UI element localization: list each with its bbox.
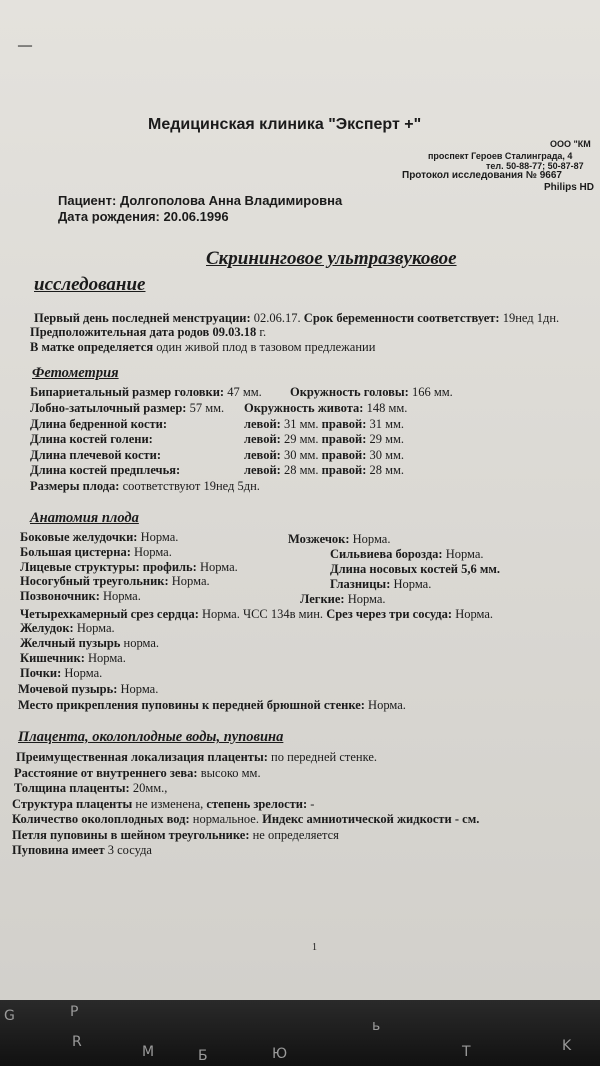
clinic-address: проспект Героев Сталинграда, 4 [428, 151, 573, 161]
term-label: Срок беременности соответствует: [303, 311, 500, 325]
spine-value: Норма. [102, 589, 141, 603]
lungs-row [300, 592, 386, 607]
uterus-value: один живой плод в тазовом предлежании [156, 340, 376, 354]
nasal-value: 5,6 мм. [461, 562, 500, 576]
right-label: правой: [321, 448, 367, 462]
cord-loop-label: Петля пуповины в шейном треугольнике: [12, 828, 250, 842]
lmp-value: 02.06.17. [253, 311, 301, 325]
uterus-label: В матке определяется [30, 340, 154, 354]
bladder-value: Норма. [120, 682, 159, 696]
cisterna-label: Большая цистерна: [20, 545, 131, 559]
gallbladder-value: норма. [123, 636, 160, 650]
edd-value: 09.03.18 [212, 325, 257, 339]
uterus-row [30, 340, 375, 355]
patient-name-row [58, 193, 342, 208]
placenta-grade-value: - [310, 797, 315, 811]
afi-value: см. [462, 812, 480, 826]
edd-suffix: г. [259, 325, 267, 339]
edd-row [30, 325, 266, 340]
bladder-row [18, 682, 158, 697]
keyboard-background [0, 1000, 600, 1066]
right-label: правой: [321, 463, 367, 477]
heart-value: Норма. ЧСС 134в мин. [201, 607, 324, 621]
forearm-left: 28 мм. [283, 463, 319, 477]
cord-vessels-label: Пуповина имеет [12, 843, 105, 857]
fetometry-heading: Фетометрия [32, 365, 119, 381]
device-name: Philips HD [544, 182, 595, 193]
kidneys-label: Почки: [20, 666, 62, 680]
ac-label: Окружность живота: [244, 401, 364, 415]
bpd-value: 47 мм. [227, 385, 262, 399]
placenta-structure-row [12, 797, 314, 812]
face-row [20, 560, 238, 575]
sylvian-label: Сильвиева борозда: [330, 547, 443, 561]
page-number: 1 [312, 942, 317, 953]
sylvian-row [330, 547, 484, 562]
cord-insertion-value: Норма. [368, 698, 406, 712]
internal-os-row [14, 766, 261, 781]
ventricles-label: Боковые желудочки: [20, 530, 138, 544]
keyboard-key: ь [372, 1018, 381, 1034]
humerus-values [244, 448, 404, 463]
nasal-row [330, 562, 500, 577]
heart-label: Четырехкамерный срез сердца: [20, 607, 199, 621]
report-title-line1: Скрининговое ультразвуковое [206, 248, 457, 269]
amniotic-fluid-row [12, 812, 479, 827]
hc-row [290, 385, 453, 400]
top-dash: — [18, 38, 32, 53]
cord-loop-value: не определяется [252, 828, 339, 842]
keyboard-key: M [142, 1044, 155, 1060]
nasolabial-row [20, 574, 210, 589]
keyboard-key: P [70, 1004, 79, 1020]
afi-label: Индекс амниотической жидкости - [262, 812, 460, 826]
keyboard-key: G [4, 1008, 15, 1024]
keyboard-key: Ю [272, 1046, 288, 1062]
profile-label: профиль: [142, 560, 197, 574]
gallbladder-label: Желчный пузырь [20, 636, 121, 650]
term-value: 19нед 1дн. [502, 311, 560, 325]
ofd-row [30, 401, 224, 416]
placenta-structure-value: не изменена, [135, 797, 204, 811]
amniotic-fluid-value: нормальное. [192, 812, 259, 826]
keyboard-key: R [72, 1034, 82, 1050]
ac-row [244, 401, 407, 416]
placenta-thickness-label: Толщина плаценты: [14, 781, 130, 795]
placenta-loc-label: Преимущественная локализация плаценты: [16, 750, 268, 764]
ofd-value: 57 мм. [189, 401, 225, 415]
placenta-loc-row [16, 750, 377, 765]
femur-label: Длина бедренной кости: [30, 417, 168, 431]
hc-label: Окружность головы: [290, 385, 409, 399]
fetal-size-value: соответствуют 19нед 5дн. [122, 479, 260, 493]
bowel-row [20, 651, 126, 666]
femur-left: 31 мм. [283, 417, 319, 431]
placenta-thickness-row [14, 781, 167, 796]
heart-row [20, 607, 493, 622]
lmp-row [34, 311, 559, 326]
tibia-label: Длина костей голени: [30, 432, 153, 446]
ventricles-row [20, 530, 178, 545]
left-label: левой: [244, 432, 281, 446]
protocol-number: Протокол исследования № 9667 [402, 170, 562, 181]
three-vessel-value: Норма. [455, 607, 494, 621]
kidneys-row [20, 666, 102, 681]
sylvian-value: Норма. [445, 547, 484, 561]
nasolabial-value: Норма. [171, 574, 210, 588]
humerus-label: Длина плечевой кости: [30, 448, 162, 462]
three-vessel-label: Срез через три сосуда: [326, 607, 453, 621]
orbits-label: Глазницы: [330, 577, 391, 591]
internal-os-value: высоко мм. [200, 766, 261, 780]
cord-loop-row [12, 828, 339, 843]
nasolabial-label: Носогубный треугольник: [20, 574, 169, 588]
placenta-thickness-value: 20мм., [132, 781, 168, 795]
keyboard-key: K [562, 1038, 572, 1054]
stomach-label: Желудок: [20, 621, 74, 635]
ac-value: 148 мм. [366, 401, 408, 415]
keyboard-key: Б [198, 1048, 208, 1064]
fetal-size-row [30, 479, 260, 494]
placenta-grade-label: степень зрелости: [206, 797, 308, 811]
ofd-label: Лобно-затылочный размер: [30, 401, 187, 415]
right-label: правой: [321, 417, 367, 431]
tibia-values [244, 432, 404, 447]
cerebellum-row [288, 532, 390, 547]
patient-name: Долгополова Анна Владимировна [119, 193, 343, 208]
placenta-structure-label: Структура плаценты [12, 797, 133, 811]
cord-vessels-row [12, 843, 152, 858]
bladder-label: Мочевой пузырь: [18, 682, 118, 696]
patient-name-label: Пациент: [58, 193, 117, 208]
humerus-left: 30 мм. [283, 448, 319, 462]
clinic-title: Медицинская клиника "Эксперт +" [148, 116, 422, 133]
clinic-phone: тел. 50-88-77; 50-87-87 [486, 161, 584, 171]
internal-os-label: Расстояние от внутреннего зева: [14, 766, 198, 780]
patient-dob-row [58, 209, 229, 224]
forearm-right: 28 мм. [369, 463, 405, 477]
patient-dob: 20.06.1996 [163, 209, 229, 224]
cord-insertion-row [18, 698, 406, 713]
report-title-line2: исследование [34, 274, 146, 295]
spine-row [20, 589, 141, 604]
stomach-value: Норма. [76, 621, 115, 635]
cisterna-row [20, 545, 172, 560]
humerus-right: 30 мм. [369, 448, 405, 462]
hc-value: 166 мм. [411, 385, 453, 399]
cisterna-value: Норма. [134, 545, 172, 559]
lungs-value: Норма. [347, 592, 386, 606]
stomach-row [20, 621, 115, 636]
bpd-row [30, 385, 262, 400]
forearm-label: Длина костей предплечья: [30, 463, 181, 477]
tibia-right: 29 мм. [369, 432, 405, 446]
orbits-value: Норма. [393, 577, 432, 591]
anatomy-heading: Анатомия плода [30, 510, 139, 526]
forearm-values [244, 463, 404, 478]
gallbladder-row [20, 636, 159, 651]
bowel-value: Норма. [88, 651, 126, 665]
edd-label: Предположительная дата родов [30, 325, 210, 339]
lmp-label: Первый день последней менструации: [34, 311, 251, 325]
keyboard-key: T [462, 1044, 471, 1060]
left-label: левой: [244, 448, 281, 462]
bowel-label: Кишечник: [20, 651, 85, 665]
ventricles-value: Норма. [140, 530, 179, 544]
profile-value: Норма. [199, 560, 238, 574]
nasal-label: Длина носовых костей [330, 562, 458, 576]
tibia-left: 29 мм. [283, 432, 319, 446]
lungs-label: Легкие: [300, 592, 345, 606]
kidneys-value: Норма. [64, 666, 103, 680]
face-label: Лицевые структуры: [20, 560, 140, 574]
cord-insertion-label: Место прикрепления пуповины к передней брюшной стенке: [18, 698, 365, 712]
cerebellum-value: Норма. [352, 532, 391, 546]
fetal-size-label: Размеры плода: [30, 479, 120, 493]
left-label: левой: [244, 417, 281, 431]
placenta-loc-value: по передней стенке. [271, 750, 378, 764]
left-label: левой: [244, 463, 281, 477]
amniotic-fluid-label: Количество околоплодных вод: [12, 812, 190, 826]
spine-label: Позвоночник: [20, 589, 100, 603]
cord-vessels-value: 3 сосуда [107, 843, 152, 857]
org-name: ООО "КМ [550, 139, 591, 149]
femur-right: 31 мм. [369, 417, 405, 431]
bpd-label: Бипариетальный размер головки: [30, 385, 225, 399]
orbits-row [330, 577, 431, 592]
right-label: правой: [321, 432, 367, 446]
femur-values [244, 417, 404, 432]
patient-dob-label: Дата рождения: [58, 209, 160, 224]
placenta-heading: Плацента, околоплодные воды, пуповина [18, 729, 284, 745]
cerebellum-label: Мозжечок: [288, 532, 350, 546]
